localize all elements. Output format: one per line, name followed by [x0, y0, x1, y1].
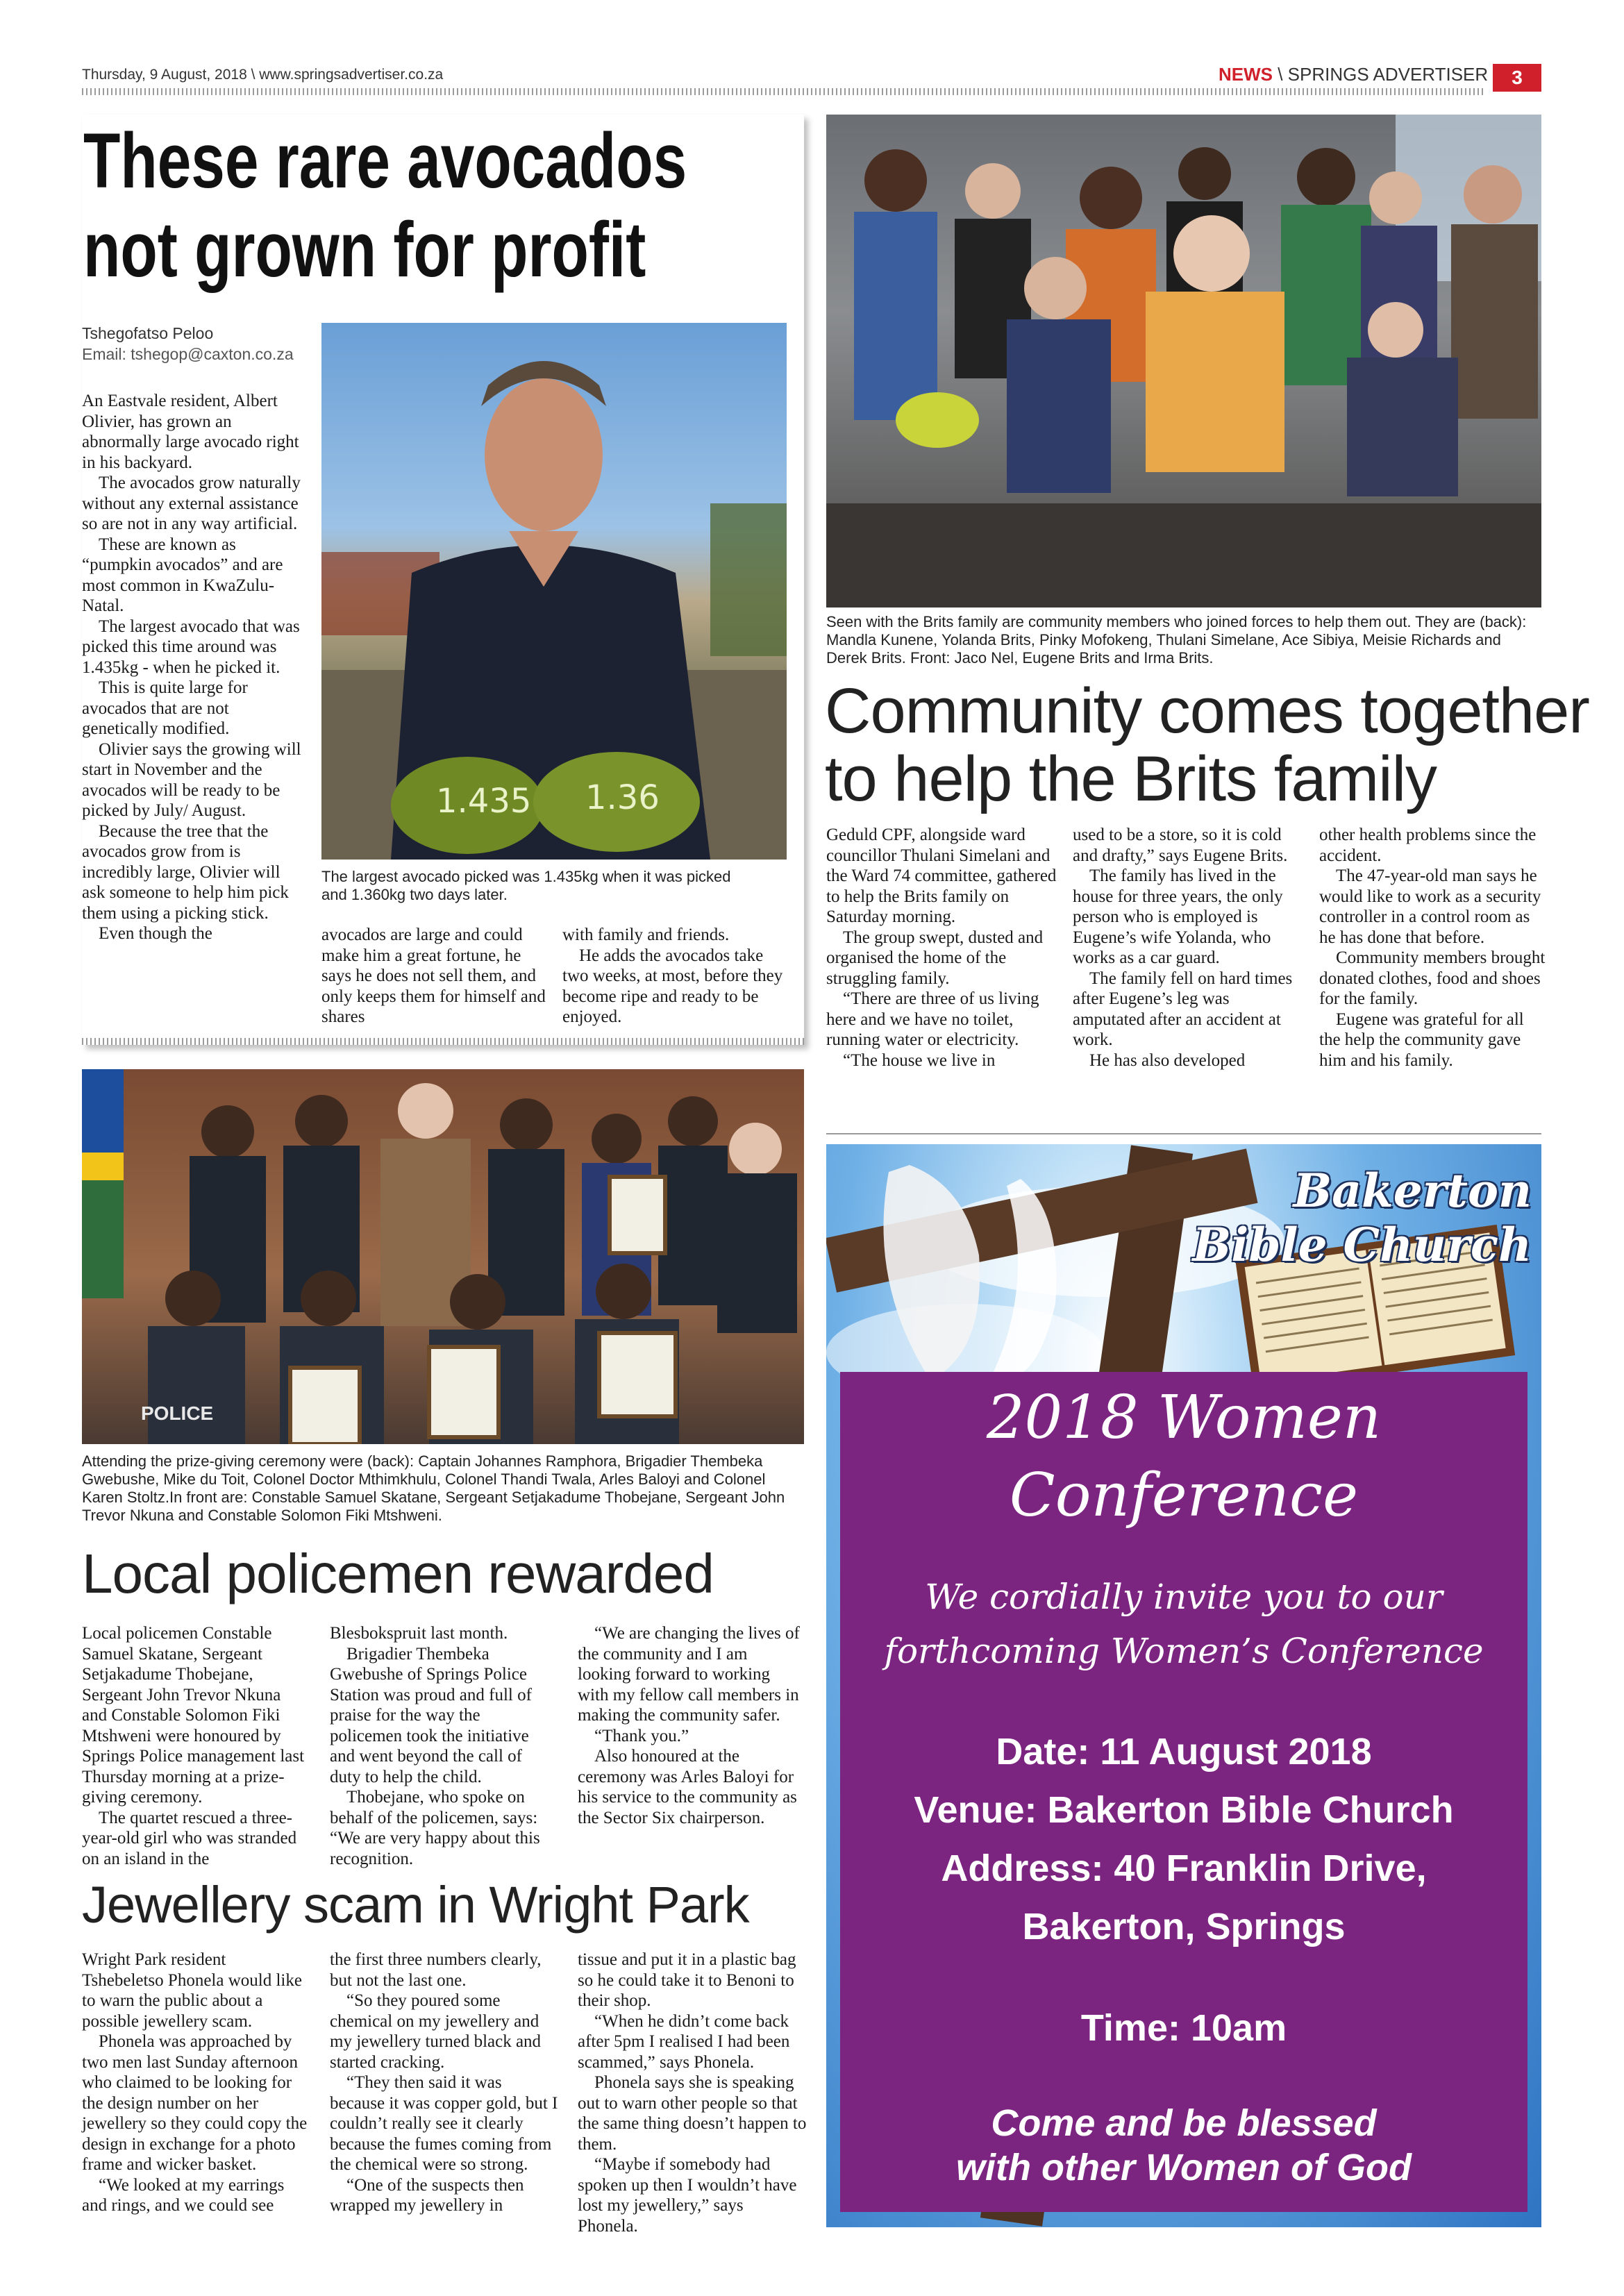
masthead-separator: \	[1273, 64, 1288, 85]
paragraph: avocados are large and could make him a great fortune, he says he does not sell them, and only keeps them for himself and shares	[321, 925, 546, 1026]
event-details	[840, 1723, 1527, 1956]
conference-title-line2: Conference	[1009, 1461, 1359, 1530]
paragraph: An Eastvale resident, Albert Olivier, has grown an abnormally large avocado right in his backyard.	[82, 392, 299, 472]
police-photo	[82, 1069, 804, 1444]
paragraph: He has also developed	[1089, 1050, 1246, 1070]
paragraph: with family and friends.	[562, 925, 730, 944]
closing-line2: with other Women of God	[956, 2147, 1412, 2188]
brits-col1	[826, 825, 1059, 1071]
police-photo-illustration	[82, 1069, 804, 1444]
paragraph: Wright Park resident Tshebeletso Phonela would like to warn the public about a possible jewellery scam.	[82, 1950, 302, 2031]
paragraph: The avocados grow naturally without any external assistance so are not in any way artificial.	[82, 474, 301, 533]
police-headline: Local policemen rewarded	[82, 1543, 714, 1604]
avocado-col1	[82, 391, 304, 944]
publication-name: SPRINGS ADVERTISER	[1287, 64, 1489, 85]
event-address-line2: Bakerton, Springs	[1022, 1906, 1346, 1947]
paragraph: The family fell on hard times after Eugene’s leg was amputated after an accident at work.	[1073, 969, 1293, 1049]
avocado-headline	[83, 117, 805, 294]
avocado-headline-line1: These rare avocados	[83, 117, 687, 204]
brits-col2	[1073, 825, 1305, 1071]
paragraph: “One of the suspects then wrapped my jewellery in	[330, 2175, 524, 2215]
paragraph: Community members brought donated clothes, food and shoes for the family.	[1319, 948, 1546, 1008]
paragraph: These are known as “pumpkin avocados” and are most common in KwaZulu-Natal.	[82, 535, 283, 615]
paragraph: Phonela was approached by two men last Sunday afternoon who claimed to be looking for the design number on her jewellery so they could copy the design in exchange for a photo frame and wicker basket.	[82, 2032, 308, 2174]
paragraph: Olivier says the growing will start in November and the avocados will be ready to be picked by July/ August.	[82, 739, 301, 820]
paragraph: Because the tree that the avocados grow from is incredibly large, Olivier will ask someone to help him pick them using a picking stick.	[82, 821, 289, 923]
paragraph: The quartet rescued a three-year-old girl who was stranded on an island in the	[82, 1808, 297, 1868]
paragraph: the first three numbers clearly, but not the last one.	[330, 1950, 542, 1990]
paragraph: Even though the	[99, 924, 212, 943]
brits-photo-illustration	[826, 115, 1541, 607]
paragraph: Thobejane, who spoke on behalf of the policemen, says: “We are very happy about this recognition.	[330, 1788, 540, 1868]
paragraph: Brigadier Thembeka Gwebushe of Springs Police Station was proud and full of praise for the way the policemen took the initiative and went beyond the call of duty to help the child.	[330, 1644, 532, 1786]
avocado-col2	[321, 925, 547, 1028]
event-venue: Venue: Bakerton Bible Church	[914, 1789, 1454, 1831]
avocado-photo	[321, 323, 787, 860]
author-email: Email: tshegop@caxton.co.za	[82, 345, 294, 363]
paragraph: “So they poured some chemical on my jewellery and my jewellery turned black and started cracking.	[330, 1991, 542, 2072]
brits-photo	[826, 115, 1541, 607]
section-label: NEWS	[1219, 64, 1273, 85]
avocado-byline	[82, 323, 294, 364]
closing-message	[840, 2101, 1527, 2190]
paragraph: Eugene was grateful for all the help the community gave him and his family.	[1319, 1009, 1524, 1070]
page-number: 3	[1512, 67, 1523, 88]
police-col3	[578, 1623, 803, 1828]
paragraph: The family has lived in the house for three years, the only person who is employed is Eugene’s wife Yolanda, who works as a car guard.	[1073, 866, 1283, 967]
paragraph: “When he didn’t come back after 5pm I realised I had been scammed,” says Phonela.	[578, 2011, 790, 2072]
invitation-line1: We cordially invite you to our	[925, 1577, 1443, 1617]
paragraph: The group swept, dusted and organised the home of the struggling family.	[826, 928, 1044, 988]
avocado-bottom-rule	[82, 1038, 804, 1045]
paragraph: “We are changing the lives of the community and I am looking forward to working with my fellow call members in making the community safer.	[578, 1624, 800, 1725]
paragraph: Phonela says she is speaking out to warn other people so that the same thing doesn’t happen to them.	[578, 2073, 807, 2154]
conference-title	[840, 1379, 1527, 1534]
paragraph: “Maybe if somebody had spoken up then I wouldn’t have lost my jewellery,” says Phonela.	[578, 2155, 797, 2236]
church-name	[1193, 1164, 1532, 1272]
church-name-line2: Bible Church	[1192, 1218, 1532, 1272]
avocado-col3	[562, 925, 788, 1028]
paragraph: other health problems since the accident.	[1319, 826, 1537, 865]
paragraph: This is quite large for avocados that are not genetically modified.	[82, 678, 248, 738]
paragraph: He adds the avocados take two weeks, at most, before they become ripe and ready to be enjoyed.	[562, 946, 783, 1026]
invitation-line2: forthcoming Women’s Conference	[884, 1631, 1484, 1671]
conference-advert	[826, 1144, 1541, 2227]
conference-panel	[840, 1372, 1527, 2212]
paragraph: used to be a store, so it is cold and drafty,” says Eugene Brits.	[1073, 826, 1288, 865]
page-number-badge	[1493, 64, 1541, 92]
avocado-photo-illustration	[321, 323, 787, 860]
brits-headline	[825, 677, 1589, 813]
invitation	[840, 1570, 1527, 1678]
event-address-line1: Address: 40 Franklin Drive,	[941, 1847, 1427, 1889]
police-caption: Attending the prize-giving ceremony were (back): Captain Johannes Ramphora, Brigadier Thembeka Gwebushe, Mike du Toit, Colonel Doctor Mthimkhulu, Colonel Thandi Twala, Arles Baloyi and Colonel Karen Stoltz.In front are: Constable Samuel Skatane, Sergeant Setjakadume Thobejane, Sergeant John Trevor Nkuna and Constable Solomon Fiki Mtshweni.	[82, 1452, 785, 1524]
event-time: Time: 10am	[1080, 2007, 1287, 2049]
svg-text:1.435: 1.435	[436, 782, 532, 821]
jewellery-col1	[82, 1950, 311, 2216]
paragraph: Blesbokspruit last month.	[330, 1624, 508, 1643]
paragraph: “Thank you.”	[594, 1726, 689, 1745]
dateline: Thursday, 9 August, 2018 \ www.springsadvertiser.co.za	[82, 67, 444, 83]
church-name-line1: Bakerton	[1293, 1164, 1532, 1218]
paragraph: The 47-year-old man says he would like to work as a security controller in a control room as he has done that before.	[1319, 866, 1541, 947]
brits-headline-line1: Community comes together	[825, 676, 1589, 746]
paragraph: “They then said it was because it was copper gold, but I couldn’t really see it clearly because the fumes coming from the chemical were so strong.	[330, 2073, 558, 2174]
paragraph: Local policemen Constable Samuel Skatane, Sergeant Setjakadume Thobejane, Sergeant John Trevor Nkuna and Constable Solomon Fiki Mtshweni were honoured by Springs Police management last Thursday morning at a prize-giving ceremony.	[82, 1624, 305, 1807]
police-col1	[82, 1623, 308, 1869]
jewellery-col2	[330, 1950, 559, 2216]
avocado-headline-line2: not grown for profit	[83, 206, 646, 293]
police-vest-label: POLICE	[141, 1402, 214, 1424]
paragraph: “There are three of us living here and we have no toilet, running water or electricity.	[826, 989, 1039, 1049]
jewellery-col3	[578, 1950, 807, 2236]
paragraph: tissue and put it in a plastic bag so he could take it to Benoni to their shop.	[578, 1950, 796, 2010]
paragraph: “The house we live in	[843, 1050, 996, 1070]
masthead	[1219, 64, 1488, 85]
police-col2	[330, 1623, 555, 1869]
jewellery-headline: Jewellery scam in Wright Park	[82, 1876, 749, 1934]
svg-text:1.36: 1.36	[585, 778, 660, 817]
conference-title-line1: 2018 Women	[986, 1383, 1382, 1452]
avocado-caption: The largest avocado picked was 1.435kg when it was picked and 1.360kg two days later.	[321, 868, 731, 903]
brits-caption: Seen with the Brits family are community members who joined forces to help them out. They are (back): Mandla Kunene, Yolanda Brits, Pinky Mofokeng, Thulani Simelane, Ace Sibiya, Meisie Richards and Derek Brits. Front: Jaco Nel, Eugene Brits and Irma Brits.	[826, 613, 1527, 667]
paragraph: Geduld CPF, alongside ward councillor Thulani Simelani and the Ward 74 committee, gathered to help the Brits family on Saturday morning.	[826, 826, 1057, 926]
brits-bottom-rule	[826, 1133, 1541, 1134]
brits-headline-line2: to help the Brits family	[825, 744, 1437, 814]
paragraph: The largest avocado that was picked this time around was 1.435kg - when he picked it.	[82, 617, 300, 677]
paragraph: “We looked at my earrings and rings, and we could see	[82, 2175, 285, 2215]
author-name: Tshegofatso Peloo	[82, 324, 214, 342]
event-date: Date: 11 August 2018	[996, 1731, 1372, 1773]
header-rule	[82, 88, 1484, 95]
paragraph: Also honoured at the ceremony was Arles Baloyi for his service to the community as the Sector Six chairperson.	[578, 1747, 797, 1827]
closing-line1: Come and be blessed	[991, 2102, 1377, 2144]
brits-col3	[1319, 825, 1548, 1071]
